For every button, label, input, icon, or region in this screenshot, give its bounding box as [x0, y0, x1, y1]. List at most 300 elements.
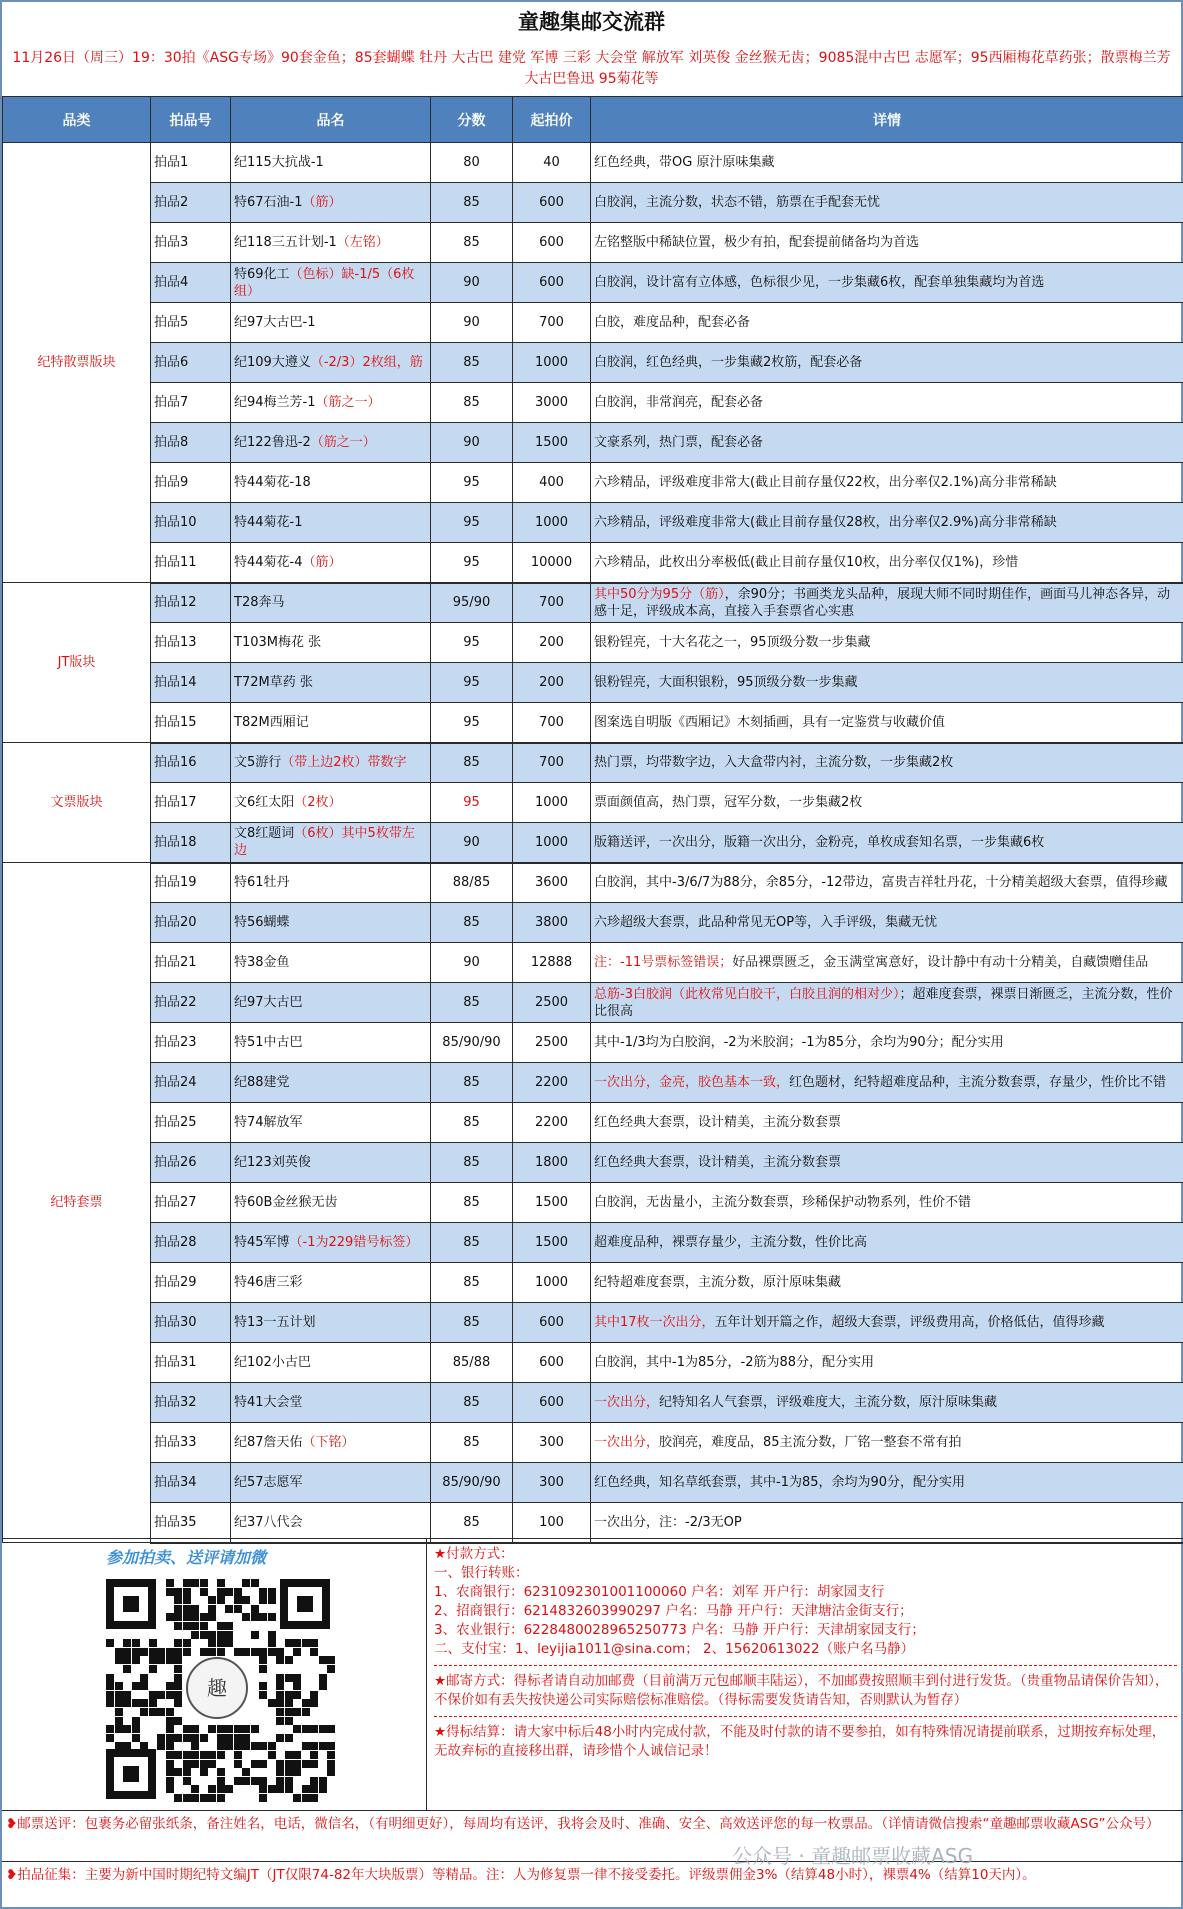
table-row [3, 263, 1183, 303]
item-name: 特60B金丝猴无齿 [234, 1195, 338, 1210]
item-name-note: （色标）缺-1/5（6枚组） [234, 266, 415, 299]
details-cell [591, 1223, 1183, 1263]
details-highlight: 一次出分， [594, 1395, 660, 1410]
table-row [3, 463, 1183, 503]
qr-module [166, 1785, 174, 1793]
qr-module [225, 1734, 233, 1742]
item-name-note: （2枚） [294, 795, 342, 810]
table-row [3, 503, 1183, 543]
qr-module [132, 1734, 140, 1742]
qr-module [208, 1639, 216, 1647]
qr-module [174, 1648, 182, 1656]
item-name-cell [231, 583, 431, 623]
auction-announcement: 11月26日（周三）19：30拍《ASG专场》90套金鱼；85套蝴蝶 牡丹 大古巴 建党 军博 三彩 大会堂 解放军 刘英俊 金丝猴无齿；9085混中古巴 志愿军；95西厢梅花草药张；散票梅兰芳大古巴鲁迅 95菊花等 [12, 50, 1171, 87]
lot-number-cell: 拍品4 [151, 263, 231, 303]
item-name-cell [231, 1383, 431, 1423]
qr-module [234, 1725, 242, 1733]
consignment-note: ❥拍品征集：主要为新中国时期纪特文编JT（JT仅限74-82年大块版票）等精品。注：人为修复票一律不接受委托。评级票佣金3%（结算48小时），裸票4%（结算10天内）。 [2, 1861, 1183, 1909]
qr-module [293, 1725, 301, 1733]
qr-module [319, 1674, 327, 1682]
score-cell: 85 [431, 1143, 513, 1183]
score-cell: 95 [431, 543, 513, 583]
details-cell [591, 943, 1183, 983]
qr-module [174, 1734, 182, 1742]
qr-module [225, 1605, 233, 1613]
qr-module [268, 1631, 276, 1639]
qr-module [276, 1674, 284, 1682]
score-cell: 88/85 [431, 863, 513, 903]
start-price-cell: 2200 [513, 1103, 591, 1143]
qr-module [208, 1751, 216, 1759]
qr-module [259, 1613, 267, 1621]
qr-module [191, 1605, 199, 1613]
item-name-cell [231, 743, 431, 783]
qr-module [268, 1751, 276, 1759]
qr-module [310, 1760, 318, 1768]
lot-table [2, 96, 1183, 1544]
qr-module [251, 1760, 259, 1768]
lot-number-cell: 拍品19 [151, 863, 231, 903]
details-text: 红色经典大套票，设计精美，主流分数套票 [594, 1155, 842, 1170]
qr-module [166, 1656, 174, 1664]
lot-number-cell: 拍品35 [151, 1503, 231, 1543]
score-cell: 85 [431, 1063, 513, 1103]
qr-module [166, 1717, 174, 1725]
page-title: 童趣集邮交流群 [518, 9, 665, 34]
qr-module [251, 1648, 259, 1656]
qr-module [225, 1742, 233, 1750]
qr-module [166, 1691, 174, 1699]
qr-module [115, 1648, 123, 1656]
qr-module [234, 1588, 242, 1596]
qr-zone [2, 1539, 427, 1810]
score-cell: 95 [431, 703, 513, 743]
qr-module [123, 1665, 131, 1673]
item-name-cell [231, 623, 431, 663]
table-row [3, 1463, 1183, 1503]
item-name: T28奔马 [234, 595, 285, 611]
score-cell: 90 [431, 943, 513, 983]
header-category: 品类 [3, 97, 151, 143]
table-row [3, 423, 1183, 463]
details-text: 文豪系列，热门票，配套必备 [594, 435, 764, 450]
qr-module [242, 1579, 250, 1587]
qr-module [174, 1622, 182, 1630]
start-price-cell: 100 [513, 1503, 591, 1543]
bank-heading: 一、银行转账： [434, 1565, 529, 1581]
qr-module [174, 1717, 182, 1725]
qr-module [115, 1699, 123, 1707]
qr-module [302, 1785, 310, 1793]
item-name: 纪37八代会 [234, 1514, 303, 1530]
details-text: 白胶润，设计富有立体感，色标很少见，一步集藏6枚，配套单独集藏均为首选 [594, 275, 1045, 290]
details-text: 胶润亮，难度品，85主流分数，厂铭一整套不常有拍 [659, 1435, 962, 1450]
qr-module [302, 1708, 310, 1716]
qr-module [123, 1648, 131, 1656]
details-cell [591, 423, 1183, 463]
table-row [3, 863, 1183, 903]
details-text: 银粉锃亮，十大名花之一，95顶级分数一步集藏 [594, 635, 871, 650]
qr-module [293, 1751, 301, 1759]
bank-line: 3、农业银行：6228480028965250773 户名：马静 开户行：天津胡家园支行； [434, 1622, 925, 1638]
category-cell: 文票版块 [3, 743, 151, 863]
lot-number-cell: 拍品5 [151, 303, 231, 343]
qr-module [242, 1777, 250, 1785]
details-cell [591, 823, 1183, 863]
qr-module [293, 1691, 301, 1699]
start-price-cell: 12888 [513, 943, 591, 983]
shipping-info: ★邮寄方式：得标者请自动加邮费（目前满万元包邮顺丰陆运），不加邮费按照顺丰到付进行发货。（贵重物品请保价告知），不保价如有丢失按快递公司实际赔偿标准赔偿。（得标需要发货请告知，否则默认为暂存） [434, 1673, 1169, 1708]
item-name: T82M西厢记 [234, 714, 309, 730]
qr-module [285, 1674, 293, 1682]
table-row [3, 903, 1183, 943]
qr-module [327, 1760, 335, 1768]
qr-module [242, 1742, 250, 1750]
qr-module [140, 1674, 148, 1682]
start-price-cell: 2500 [513, 983, 591, 1023]
qr-module [242, 1613, 250, 1621]
qr-module [157, 1648, 165, 1656]
details-text: 票面颜值高，热门票，冠军分数，一步集藏2枚 [594, 795, 863, 810]
qr-finder-pattern [106, 1579, 156, 1629]
qr-module [208, 1596, 216, 1604]
score-cell: 90 [431, 303, 513, 343]
table-row [3, 943, 1183, 983]
details-text: 白胶，难度品种，配套必备 [594, 315, 751, 330]
bank-line: 1、农商银行：6231092301001100060 户名：刘军 开户行：胡家园支行 [434, 1584, 885, 1600]
details-highlight: 其中17枚一次出分， [594, 1315, 715, 1330]
qr-module [132, 1639, 140, 1647]
start-price-cell: 600 [513, 1303, 591, 1343]
table-header-row [3, 97, 1183, 143]
qr-module [123, 1725, 131, 1733]
details-text: 白胶润，红色经典，一步集藏2枚筋，配套必备 [594, 355, 863, 370]
lot-number-cell: 拍品16 [151, 743, 231, 783]
qr-module [217, 1725, 225, 1733]
qr-module [293, 1648, 301, 1656]
item-name: 纪97大古巴 [234, 995, 303, 1010]
score-cell: 85 [431, 903, 513, 943]
lot-number-cell: 拍品26 [151, 1143, 231, 1183]
qr-module [174, 1682, 182, 1690]
lot-number-cell: 拍品13 [151, 623, 231, 663]
qr-module [191, 1785, 199, 1793]
qr-module [242, 1648, 250, 1656]
start-price-cell: 2500 [513, 1023, 591, 1063]
lot-number-cell: 拍品1 [151, 143, 231, 183]
details-cell [591, 783, 1183, 823]
qr-module [115, 1691, 123, 1699]
details-text: 六珍精品，评级难度非常大(截止目前存量仅22枚，出分率仅2.1%)高分非常稀缺 [594, 475, 1057, 490]
qr-module [149, 1648, 157, 1656]
qr-module [234, 1751, 242, 1759]
lot-number-cell: 拍品18 [151, 823, 231, 863]
qr-module [259, 1691, 267, 1699]
item-name-cell [231, 543, 431, 583]
details-cell [591, 583, 1183, 623]
item-name-note: （筋之一） [315, 395, 381, 410]
qr-module [157, 1708, 165, 1716]
qr-module [259, 1596, 267, 1604]
score-cell: 85 [431, 1303, 513, 1343]
lot-number-cell: 拍品27 [151, 1183, 231, 1223]
start-price-cell: 1800 [513, 1143, 591, 1183]
qr-module [302, 1760, 310, 1768]
table-row [3, 343, 1183, 383]
qr-module [106, 1699, 114, 1707]
start-price-cell: 1000 [513, 783, 591, 823]
qr-module [208, 1725, 216, 1733]
qr-module [183, 1725, 191, 1733]
details-cell [591, 1423, 1183, 1463]
qr-module [259, 1785, 267, 1793]
item-name-cell [231, 343, 431, 383]
details-cell [591, 623, 1183, 663]
qr-module [106, 1682, 114, 1690]
qr-module [251, 1631, 259, 1639]
details-text: 其中-1/3均为白胶润，-2为米胶润；-1为85分，余均为90分；配分实用 [594, 1035, 1004, 1050]
score-cell: 90 [431, 263, 513, 303]
qr-module [191, 1725, 199, 1733]
score-cell: 95 [431, 783, 513, 823]
item-name: 纪94梅兰芳-1 [234, 395, 316, 410]
qr-module [259, 1648, 267, 1656]
item-name-cell [231, 983, 431, 1023]
details-highlight: 总筋-3白胶润（此枚常见白胶干，白胶且润的相对少） [594, 986, 900, 1002]
details-cell [591, 223, 1183, 263]
score-cell: 80 [431, 143, 513, 183]
item-name-note: （-1为229错号标签） [289, 1235, 419, 1250]
qr-module [259, 1794, 267, 1802]
lot-number-cell: 拍品6 [151, 343, 231, 383]
qr-module [132, 1699, 140, 1707]
qr-module [149, 1656, 157, 1664]
qr-module [183, 1639, 191, 1647]
qr-module [251, 1777, 259, 1785]
qr-module [276, 1691, 284, 1699]
score-cell: 95/90 [431, 583, 513, 623]
qr-module [302, 1639, 310, 1647]
item-name: 特38金鱼 [234, 955, 290, 970]
qr-module [310, 1742, 318, 1750]
item-name-note: （6枚）其中5枚带左边 [234, 826, 415, 859]
qr-module [174, 1656, 182, 1664]
details-cell [591, 503, 1183, 543]
item-name: 特56蝴蝶 [234, 915, 290, 930]
details-cell [591, 1063, 1183, 1103]
qr-module [217, 1596, 225, 1604]
qr-module [310, 1785, 318, 1793]
qr-module [234, 1760, 242, 1768]
qr-module [115, 1725, 123, 1733]
qr-module [319, 1777, 327, 1785]
details-text: 红色经典，带OG 原汁原味集藏 [594, 155, 775, 170]
start-price-cell: 600 [513, 1383, 591, 1423]
qr-module [106, 1691, 114, 1699]
details-text: 白胶润，主流分数，状态不错，筋票在手配套无忧 [594, 195, 881, 210]
qr-module [166, 1751, 174, 1759]
details-cell [591, 1383, 1183, 1423]
table-row [3, 583, 1183, 623]
qr-module [174, 1639, 182, 1647]
qr-module [200, 1648, 208, 1656]
item-name: 特61牡丹 [234, 875, 290, 891]
qr-module [225, 1588, 233, 1596]
qr-module [123, 1656, 131, 1664]
table-row [3, 983, 1183, 1023]
item-name-cell [231, 1503, 431, 1543]
details-text: 热门票，均带数字边，入大盒带内衬，主流分数，一步集藏2枚 [594, 755, 954, 771]
qr-module [310, 1699, 318, 1707]
qr-caption: 参加拍卖、送评请加微 [106, 1548, 267, 1567]
qr-module [310, 1777, 318, 1785]
qr-module [132, 1656, 140, 1664]
item-name: 纪102小古巴 [234, 1355, 311, 1370]
qr-module [140, 1708, 148, 1716]
qr-module [276, 1717, 284, 1725]
details-cell [591, 703, 1183, 743]
table-row [3, 1263, 1183, 1303]
score-cell: 85 [431, 1223, 513, 1263]
score-cell: 85 [431, 183, 513, 223]
qr-module [183, 1622, 191, 1630]
qr-module [327, 1665, 335, 1673]
lot-number-cell: 拍品9 [151, 463, 231, 503]
details-cell [591, 263, 1183, 303]
qr-module [242, 1596, 250, 1604]
qr-module [157, 1691, 165, 1699]
qr-module [276, 1785, 284, 1793]
score-cell: 85 [431, 1503, 513, 1543]
qr-module [327, 1725, 335, 1733]
lot-number-cell: 拍品12 [151, 583, 231, 623]
qr-module [115, 1708, 123, 1716]
qr-module [285, 1699, 293, 1707]
item-name: 特41大会堂 [234, 1395, 303, 1410]
start-price-cell: 700 [513, 583, 591, 623]
qr-module [174, 1665, 182, 1673]
qr-module [293, 1674, 301, 1682]
qr-module [200, 1613, 208, 1621]
qr-module [183, 1588, 191, 1596]
table-row [3, 1303, 1183, 1343]
qr-module [285, 1734, 293, 1742]
qr-module [259, 1682, 267, 1690]
qr-module [132, 1725, 140, 1733]
score-cell: 85/90/90 [431, 1463, 513, 1503]
details-text: 纪特知名人气套票，评级难度大，主流分数，原汁原味集藏 [659, 1395, 998, 1410]
header-item-name: 品名 [231, 97, 431, 143]
score-cell: 85 [431, 1183, 513, 1223]
qr-module [183, 1596, 191, 1604]
qr-module [115, 1717, 123, 1725]
lot-number-cell: 拍品32 [151, 1383, 231, 1423]
qr-module [123, 1742, 131, 1750]
qr-module [191, 1751, 199, 1759]
qr-module [106, 1674, 114, 1682]
category-cell: JT版块 [3, 583, 151, 743]
details-text: 版籍送评，一次出分，版籍一次出分，金粉亮，单枚成套知名票，一步集藏6枚 [594, 834, 1045, 850]
lot-number-cell: 拍品11 [151, 543, 231, 583]
qr-module [276, 1699, 284, 1707]
item-name: T103M梅花 张 [234, 635, 322, 650]
details-cell [591, 1023, 1183, 1063]
item-name-cell [231, 423, 431, 463]
start-price-cell: 400 [513, 463, 591, 503]
qr-module [140, 1699, 148, 1707]
details-highlight: 其中50分为95分（筋） [594, 586, 725, 602]
qr-module [191, 1579, 199, 1587]
qr-module [259, 1760, 267, 1768]
qr-module [200, 1622, 208, 1630]
item-name-cell [231, 1223, 431, 1263]
footer-notes [2, 1810, 1183, 1909]
qr-module [234, 1742, 242, 1750]
qr-module [174, 1699, 182, 1707]
item-name: 纪88建党 [234, 1075, 290, 1090]
start-price-cell: 1000 [513, 1263, 591, 1303]
table-row [3, 1423, 1183, 1463]
score-cell: 90 [431, 423, 513, 463]
item-name-note: （筋） [302, 195, 342, 210]
qr-module [132, 1717, 140, 1725]
table-row [3, 223, 1183, 263]
qr-module [174, 1588, 182, 1596]
table-row [3, 183, 1183, 223]
qr-module [242, 1725, 250, 1733]
qr-module [200, 1794, 208, 1802]
score-cell: 85 [431, 1383, 513, 1423]
details-cell [591, 383, 1183, 423]
qr-module [293, 1768, 301, 1776]
qr-module [174, 1691, 182, 1699]
score-cell: 90 [431, 823, 513, 863]
lot-number-cell: 拍品22 [151, 983, 231, 1023]
details-text: ；超难度套票，裸票日渐匮乏，主流分数，性价比很高 [594, 986, 1173, 1019]
lot-number-cell: 拍品34 [151, 1463, 231, 1503]
details-text: 好品裸票匮乏，金玉满堂寓意好，设计静中有动十分精美，自藏馈赠佳品 [732, 955, 1149, 970]
qr-module [327, 1742, 335, 1750]
qr-module [259, 1777, 267, 1785]
details-highlight: 一次出分，金亮，胶色基本一致， [594, 1075, 790, 1090]
qr-module [200, 1751, 208, 1759]
start-price-cell: 700 [513, 703, 591, 743]
qr-module [293, 1682, 301, 1690]
item-name: 特69化工 [234, 266, 290, 282]
score-cell: 85 [431, 343, 513, 383]
item-name: T72M草药 张 [234, 675, 313, 690]
details-cell [591, 143, 1183, 183]
qr-module [166, 1760, 174, 1768]
qr-module [208, 1605, 216, 1613]
qr-module [183, 1648, 191, 1656]
details-cell [591, 1183, 1183, 1223]
qr-module [157, 1656, 165, 1664]
qr-module [217, 1622, 225, 1630]
qr-module [200, 1631, 208, 1639]
table-row [3, 743, 1183, 783]
item-name: 纪115大抗战-1 [234, 155, 324, 170]
qr-module [259, 1588, 267, 1596]
qr-module [149, 1639, 157, 1647]
qr-module [174, 1751, 182, 1759]
lot-number-cell: 拍品3 [151, 223, 231, 263]
qr-module [217, 1734, 225, 1742]
table-row [3, 1143, 1183, 1183]
qr-module [183, 1794, 191, 1802]
grading-note: ❥邮票送评：包裹务必留张纸条，备注姓名，电话，微信名，（有明细更好），每周均有送评，我将会及时、准确、安全、高效送评您的每一枚票品。（详情请微信搜索“童趣邮票收藏ASG”公众号） [6, 1816, 1160, 1832]
lot-number-cell: 拍品20 [151, 903, 231, 943]
